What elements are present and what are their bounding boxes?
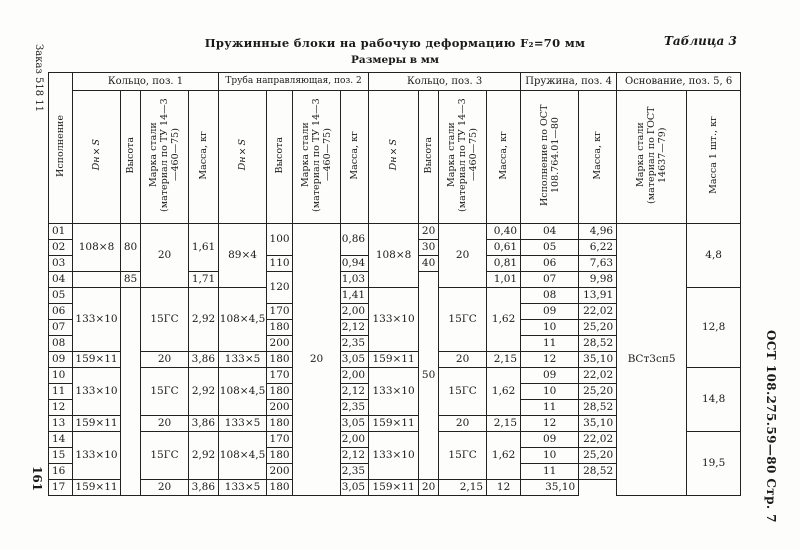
table-cell: 2,12	[341, 448, 369, 464]
table-cell: 09	[49, 352, 73, 368]
table-cell: 3,05	[341, 416, 369, 432]
table-cell: 20	[419, 224, 439, 240]
table-cell: 17	[49, 480, 73, 496]
table-cell: 7,63	[579, 256, 617, 272]
table-cell: 06	[49, 304, 73, 320]
table-cell: 28,52	[579, 336, 617, 352]
table-cell: 1,41	[341, 288, 369, 304]
table-cell	[121, 288, 141, 496]
table-cell: 30	[419, 240, 439, 256]
table-cell: 12	[49, 400, 73, 416]
table-cell: 180	[267, 352, 293, 368]
table-cell: 159×11	[369, 416, 419, 432]
table-cell: 1,71	[189, 272, 219, 288]
table-cell: 133×10	[73, 368, 121, 416]
table-cell: 09	[521, 432, 579, 448]
table-cell: 2,00	[341, 432, 369, 448]
table-cell: 02	[49, 240, 73, 256]
table-cell: 170	[267, 304, 293, 320]
table-cell: 35,10	[579, 352, 617, 368]
table-cell: 11	[521, 400, 579, 416]
table-cell: 13	[49, 416, 73, 432]
table-cell: 1,62	[487, 368, 521, 416]
table-cell: 85	[121, 272, 141, 288]
table-cell: 120	[267, 272, 293, 304]
table-number: Таблица 3	[664, 34, 737, 48]
table-cell: 11	[49, 384, 73, 400]
table-cell: 25,20	[579, 448, 617, 464]
order-number: Заказ 518 11	[33, 44, 44, 113]
table-cell: 2,35	[341, 336, 369, 352]
table-cell: 110	[267, 256, 293, 272]
table-cell: 180	[267, 448, 293, 464]
table-cell: 0,61	[487, 240, 521, 256]
table-cell: 09	[521, 368, 579, 384]
table-cell: 3,86	[189, 416, 219, 432]
table-cell: 20	[141, 352, 189, 368]
group-base: Основание, поз. 5, 6	[617, 73, 741, 91]
table-cell: 80	[121, 224, 141, 272]
table-cell: 133×10	[369, 368, 419, 416]
table-cell: 03	[49, 256, 73, 272]
header-height3: Высота	[419, 91, 439, 224]
table-cell: 159×11	[369, 480, 419, 496]
header-steel3: Марка стали (материал по ТУ 14—3—460—75)	[439, 91, 487, 224]
table-cell: 15ГС	[141, 432, 189, 480]
units-caption: Размеры в мм	[351, 54, 439, 66]
header-height1: Высота	[121, 91, 141, 224]
table-cell: 22,02	[579, 304, 617, 320]
table-cell: 15ГС	[141, 368, 189, 416]
table-cell: 0,86	[341, 224, 369, 256]
table-cell: 100	[267, 224, 293, 256]
header-spring-mass: Масса, кг	[579, 91, 617, 224]
header-spring-variant: Исполнение по ОСТ 108.764.01—80	[521, 91, 579, 224]
base-mass-a: 4,8	[687, 224, 741, 288]
table-cell: 159×11	[73, 416, 121, 432]
table-cell: 04	[521, 224, 579, 240]
header-variant: Исполнение	[49, 73, 73, 224]
table-cell: 2,35	[341, 400, 369, 416]
table-cell: 180	[267, 384, 293, 400]
table-cell: 15ГС	[141, 288, 189, 352]
table-cell: 07	[521, 272, 579, 288]
table-cell: 20	[141, 224, 189, 288]
table-cell: 25,20	[579, 384, 617, 400]
table-cell: 40	[419, 256, 439, 272]
table-cell: 200	[267, 336, 293, 352]
table-cell: 159×11	[73, 352, 121, 368]
header-steel1: Марка стали (материал по ТУ 14—3—460—75)	[141, 91, 189, 224]
header-height2: Высота	[267, 91, 293, 224]
group-spring: Пружина, поз. 4	[521, 73, 617, 91]
table-cell: 11	[521, 336, 579, 352]
table-cell: 180	[267, 416, 293, 432]
table-row	[49, 224, 741, 240]
table-cell: 10	[521, 384, 579, 400]
table-cell: 12	[521, 352, 579, 368]
table-cell: 08	[521, 288, 579, 304]
table-cell: 15	[49, 448, 73, 464]
table-cell: 133×10	[369, 432, 419, 480]
table-cell: 2,92	[189, 432, 219, 480]
table-cell: 1,03	[341, 272, 369, 288]
base-steel: ВСт3сп5	[617, 224, 687, 496]
table-cell: 159×11	[73, 480, 121, 496]
table-cell: 170	[267, 368, 293, 384]
table-cell: 06	[521, 256, 579, 272]
table-cell: 108×8	[369, 224, 419, 288]
table-cell: 108×4,5	[219, 368, 267, 416]
table-cell: 1,61	[189, 224, 219, 272]
spring-block-table	[48, 72, 741, 496]
table-cell: 20	[141, 480, 189, 496]
table-cell: 0,40	[487, 224, 521, 240]
table-cell: 0,94	[341, 256, 369, 272]
table-cell: 12	[521, 416, 579, 432]
table-cell: 01	[49, 224, 73, 240]
table-cell: 180	[267, 320, 293, 336]
table-cell: 11	[521, 464, 579, 480]
page-number: 161	[30, 466, 44, 492]
base-mass-c: 14,8	[687, 368, 741, 432]
table-cell: 28,52	[579, 464, 617, 480]
table-cell: 20	[141, 416, 189, 432]
table-cell: 133×5	[219, 352, 267, 368]
table-cell: 3,86	[189, 480, 219, 496]
table-cell	[73, 272, 121, 288]
table-cell: 3,05	[341, 352, 369, 368]
table-cell: 2,00	[341, 304, 369, 320]
table-cell: 108×4,5	[219, 432, 267, 480]
table-cell: 2,92	[189, 368, 219, 416]
table-cell: 04	[49, 272, 73, 288]
table-cell: 07	[49, 320, 73, 336]
table-cell: 10	[49, 368, 73, 384]
table-cell: 09	[521, 304, 579, 320]
table-cell: 3,86	[189, 352, 219, 368]
table-cell: 133×5	[219, 480, 267, 496]
header-base-steel: Марка стали (материал по ГОСТ 14637—79)	[617, 91, 687, 224]
table-cell: 108×8	[73, 224, 121, 272]
table-cell: 12	[487, 480, 521, 496]
table-cell: 14	[49, 432, 73, 448]
table-cell: 180	[267, 480, 293, 496]
table-cell: 35,10	[579, 416, 617, 432]
table-cell: 05	[49, 288, 73, 304]
table-cell: 2,15	[439, 480, 487, 496]
table-cell: 133×5	[219, 416, 267, 432]
header-steel2: Марка стали (материал по ТУ 14—3—460—75)	[293, 91, 341, 224]
table-cell: 2,15	[487, 352, 521, 368]
table-cell: 133×10	[73, 288, 121, 352]
table-cell: 35,10	[521, 480, 579, 496]
table-cell: 15ГС	[439, 432, 487, 480]
table-cell: 22,02	[579, 432, 617, 448]
table-cell: 1,01	[487, 272, 521, 288]
table-cell: 2,92	[189, 288, 219, 352]
table-cell: 2,00	[341, 368, 369, 384]
standard-reference: ОСТ 108.275.59—80 Стр. 7	[764, 330, 778, 523]
table-cell: 20	[419, 480, 439, 496]
table-cell: 6,22	[579, 240, 617, 256]
table-cell: 133×10	[369, 288, 419, 352]
table-cell: 20	[439, 224, 487, 288]
table-cell: 89×4	[219, 224, 267, 288]
table-cell: 200	[267, 464, 293, 480]
table-cell: 9,98	[579, 272, 617, 288]
header-ds2: Dн×S	[219, 91, 267, 224]
ring3-height: 50	[419, 272, 439, 480]
table-cell: 2,15	[487, 416, 521, 432]
table-cell: 2,35	[341, 464, 369, 480]
table-cell: 08	[49, 336, 73, 352]
table-cell: 2,12	[341, 320, 369, 336]
header-base-mass: Масса 1 шт., кг	[687, 91, 741, 224]
pipe-height: 20	[293, 224, 341, 496]
table-cell: 16	[49, 464, 73, 480]
table-cell: 10	[521, 448, 579, 464]
table-cell: 28,52	[579, 400, 617, 416]
group-pipe: Труба направляющая, поз. 2	[219, 73, 369, 91]
table-cell: 10	[521, 320, 579, 336]
table-cell: 2,12	[341, 384, 369, 400]
table-cell: 4,96	[579, 224, 617, 240]
table-cell: 25,20	[579, 320, 617, 336]
table-cell: 22,02	[579, 368, 617, 384]
table-cell: 200	[267, 400, 293, 416]
table-cell: 15ГС	[439, 288, 487, 352]
group-ring3: Кольцо, поз. 3	[369, 73, 521, 91]
header-ds1: Dн×S	[73, 91, 121, 224]
table-title: Пружинные блоки на рабочую деформацию F₂=70 мм	[204, 36, 586, 50]
table-cell: 170	[267, 432, 293, 448]
base-mass-d: 19,5	[687, 432, 741, 496]
table-cell: 1,62	[487, 288, 521, 352]
group-ring1: Кольцо, поз. 1	[73, 73, 219, 91]
table-cell: 133×10	[73, 432, 121, 480]
table-cell: 159×11	[369, 352, 419, 368]
table-cell: 15ГС	[439, 368, 487, 416]
table-cell: 13,91	[579, 288, 617, 304]
header-ds3: Dн×S	[369, 91, 419, 224]
header-mass2: Масса, кг	[341, 91, 369, 224]
table-cell: 108×4,5	[219, 288, 267, 352]
table-cell: 20	[439, 352, 487, 368]
table-cell: 05	[521, 240, 579, 256]
table-cell: 20	[439, 416, 487, 432]
table-cell: 1,62	[487, 432, 521, 480]
header-mass3: Масса, кг	[487, 91, 521, 224]
table-cell: 3,05	[341, 480, 369, 496]
header-mass1: Масса, кг	[189, 91, 219, 224]
table-cell: 0,81	[487, 256, 521, 272]
base-mass-b: 12,8	[687, 288, 741, 368]
